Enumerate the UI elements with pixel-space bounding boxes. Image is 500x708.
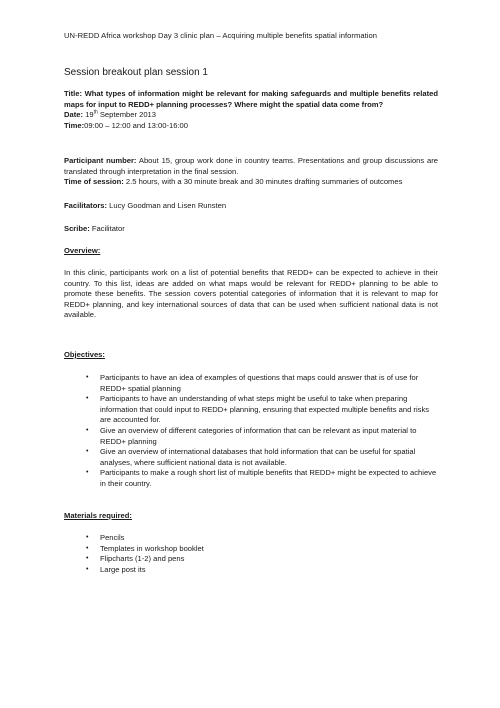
session-date (64, 110, 438, 121)
title-label: Title: (64, 89, 83, 98)
participant-number-label: Participant number: (64, 156, 137, 165)
date-rest: September 2013 (97, 110, 157, 120)
list-item: • Give an overview of international databases that hold information that can be useful for spatial analyses, where sufficient national data is not available. (86, 447, 416, 467)
participants-section (64, 156, 438, 188)
list-item: • Large post its (86, 564, 146, 574)
objectives-heading: Objectives: (64, 350, 105, 359)
list-item: • Give an overview of different categories of information that can be relevant as input material to REDD+ planning (86, 425, 417, 446)
scribe-label: Scribe: (64, 224, 90, 233)
bullet-icon: • (86, 374, 89, 381)
date-suffix: th (93, 109, 98, 116)
running-header: UN-REDD Africa workshop Day 3 clinic plan – Acquiring multiple benefits spatial information (64, 31, 378, 40)
bullet-icon: • (86, 448, 89, 456)
list-item: • Participants to make a rough short list of multiple benefits that REDD+ might be expected to achieve in their country. (86, 468, 437, 488)
date-label: Date: (64, 110, 83, 120)
list-item: • Participants to have an understanding of what steps might be useful to take when preparing information that could input to REDD+ planning, ensuring that expected multiple benefits and risks are accounted for. (86, 394, 430, 425)
session-time-label: Time of session: (64, 177, 124, 187)
list-item: • Flipcharts (1-2) and pens (86, 554, 185, 564)
session-time (64, 121, 438, 132)
participant-number-text: About 15, group work done in country teams. Presentations and group discussions are translated through interpretation in the final session. (64, 156, 439, 176)
scribe-text: Facilitator (91, 224, 125, 233)
overview-heading: Overview: (64, 246, 101, 255)
bullet-icon: • (86, 395, 89, 403)
participant-number (64, 156, 438, 177)
facilitators (64, 201, 438, 212)
bullet-icon: • (86, 469, 89, 477)
list-item: • Participants to have an idea of examples of questions that maps could answer that is of use for REDD+ spatial planning (86, 373, 419, 393)
materials-heading: Materials required: (64, 511, 132, 520)
list-item: • Pencils (86, 533, 125, 542)
list-item: • Templates in workshop booklet (86, 543, 204, 553)
bullet-icon: • (86, 565, 89, 573)
overview-text: In this clinic, participants work on a list of potential benefits that REDD+ can be expected to achieve in their country. To this list, ideas are added on what maps would be relevant for REDD+ planning to be able to promote these benefits. The session covers potential categories of information that it is relevant to map for REDD+ planning, and key international sources of data that can be used when sufficient national data is not available. (64, 268, 438, 320)
date-day: 19 (85, 110, 94, 120)
time-text: 09:00 – 12:00 and 13:00-16:00 (84, 120, 188, 130)
bullet-icon: • (86, 426, 89, 434)
title-section (64, 89, 438, 131)
objectives-list (74, 373, 438, 490)
time-of-session (64, 177, 438, 188)
bullet-icon: • (86, 544, 89, 552)
facilitators-text: Lucy Goodman and Lisen Runsten (109, 201, 227, 210)
session-time-text: 2.5 hours, with a 30 minute break and 30 minutes drafting summaries of outcomes (125, 177, 403, 187)
facilitators-label: Facilitators: (64, 201, 108, 210)
document-title: Session breakout plan session 1 (64, 67, 208, 78)
bullet-icon: • (86, 534, 89, 541)
scribe (64, 224, 438, 235)
materials-list (74, 533, 438, 575)
bullet-icon: • (86, 555, 89, 563)
session-title (64, 89, 438, 110)
title-text: What types of information might be relevant for making safeguards and multiple benefits related maps for input to REDD+ planning processes? Where might the spatial data come from? (64, 89, 438, 109)
time-label: Time: (64, 120, 85, 130)
